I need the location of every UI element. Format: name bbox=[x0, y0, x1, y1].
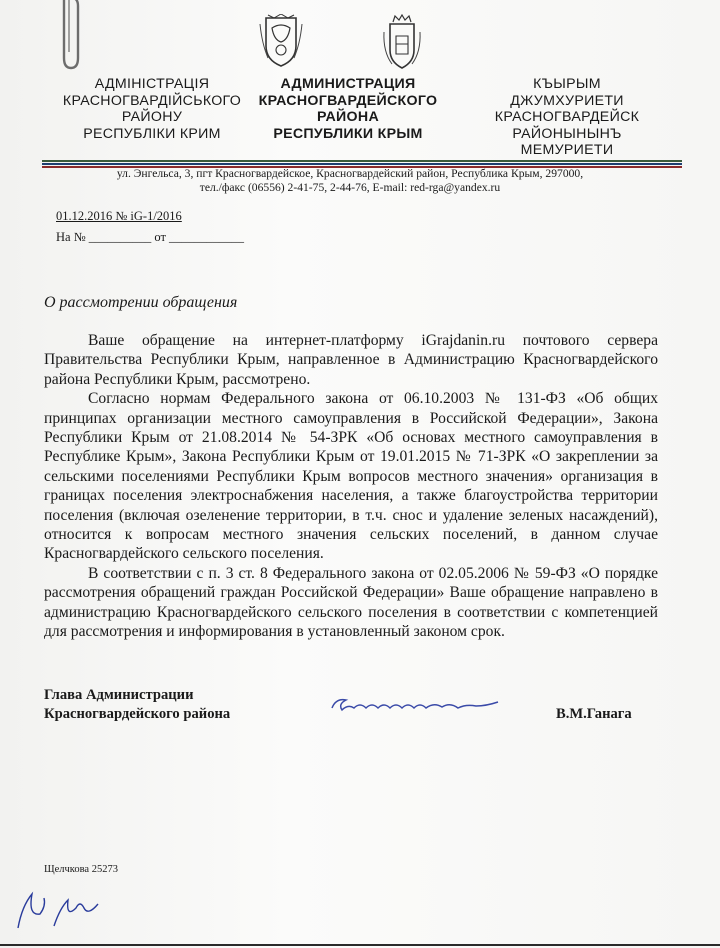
header-ukrainian-line: АДМІНІСТРАЦІЯ bbox=[94, 76, 210, 92]
header-divider-blue bbox=[42, 163, 682, 165]
header-russian bbox=[246, 76, 450, 142]
header-russian-line: КРАСНОГВАРДЕЙСКОГО bbox=[258, 92, 438, 109]
paper-clip-icon bbox=[52, 0, 92, 72]
header-ukrainian-line: РАЙОНУ bbox=[121, 109, 183, 125]
signatory-title-line: Глава Администрации bbox=[44, 687, 194, 703]
contact-line: тел./факс (06556) 2-41-75, 2-44-76, E-mail: red-rga@yandex.ru bbox=[199, 181, 501, 194]
address-block bbox=[60, 167, 640, 195]
handwritten-signature bbox=[326, 690, 506, 720]
header-russian-line: РАЙОНА bbox=[317, 109, 379, 125]
executor-note: Щелчкова 25273 bbox=[44, 864, 118, 875]
crimea-coat-of-arms-icon bbox=[258, 14, 304, 70]
letter-body bbox=[44, 331, 658, 642]
header-russian-line: РЕСПУБЛИКИ КРЫМ bbox=[273, 125, 423, 142]
header-crimean-tatar-line: КЪЫРЫМ bbox=[533, 76, 601, 92]
body-paragraph: В соответствии с п. 3 ст. 8 Федерального закона от 02.05.2006 № 59-ФЗ «О порядке рассмотрения обращений граждан Российской Федерации» Ваше обращение направлено в администрацию Красногвардейского сельского поселения в соответствии с компетенцией для рассмотрения и информирования в установленный законом срок. bbox=[44, 564, 658, 641]
incoming-reference: На № __________ от ____________ bbox=[56, 230, 245, 244]
signatory-name: В.М.Ганага bbox=[556, 706, 632, 722]
header-russian-line: АДМИНИСТРАЦИЯ bbox=[280, 76, 416, 92]
header-divider-green bbox=[42, 160, 682, 162]
signatory-title bbox=[44, 686, 304, 724]
handwritten-initials bbox=[10, 886, 106, 934]
outgoing-number: 01.12.2016 № iG-1/2016 bbox=[56, 209, 182, 223]
signatory-title-line: Красногвардейского района bbox=[44, 706, 231, 722]
bottom-border bbox=[0, 944, 720, 946]
district-coat-of-arms-icon bbox=[380, 14, 424, 72]
header-crimean-tatar bbox=[462, 76, 672, 159]
body-paragraph: Ваше обращение на интернет-платформу iGrajdanin.ru почтового сервера Правительства Республики Крым, направленное в Администрацию Красногвардейского района Республики Крым, рассмотрено. bbox=[44, 332, 658, 388]
body-paragraph: Согласно нормам Федерального закона от 06.10.2003 № 131-ФЗ «Об общих принципах организации местного самоуправления в Российской Федерации», Закона Республики Крым от 21.08.2014 № 54-ЗРК «Об основах местного самоуправления в Республике Крым», Закона Республики Крым от 19.01.2015 № 71-ЗРК «О закреплении за сельскими поселениями Республики Крым вопросов местного значения» организация в границах поселения электроснабжения населения, а также благоустройства территории поселения (включая озеленение территории, в т.ч. снос и удаление зеленых насаждений), относится к вопросам местного значения сельских поселений, в данном случае Красногвардейского сельского поселения. bbox=[44, 390, 658, 563]
header-ukrainian bbox=[52, 76, 252, 142]
letter-subject: О рассмотрении обращения bbox=[44, 294, 238, 311]
header-ukrainian-line: КРАСНОГВАРДІЙСЬКОГО bbox=[62, 92, 242, 109]
header-ukrainian-line: РЕСПУБЛІКИ КРИМ bbox=[83, 125, 221, 142]
header-crimean-tatar-line: РАЙОНЫНЫНЪ bbox=[512, 125, 622, 142]
header-crimean-tatar-line: ДЖУМХУРИЕТИ bbox=[510, 92, 624, 109]
header-crimean-tatar-line: КРАСНОГВАРДЕЙСК bbox=[494, 109, 640, 125]
header-crimean-tatar-line: МЕМУРИЕТИ bbox=[520, 142, 614, 158]
address-line: ул. Энгельса, 3, пгт Красногвардейское, Красногвардейский район, Республика Крым, 297000, bbox=[116, 167, 584, 180]
